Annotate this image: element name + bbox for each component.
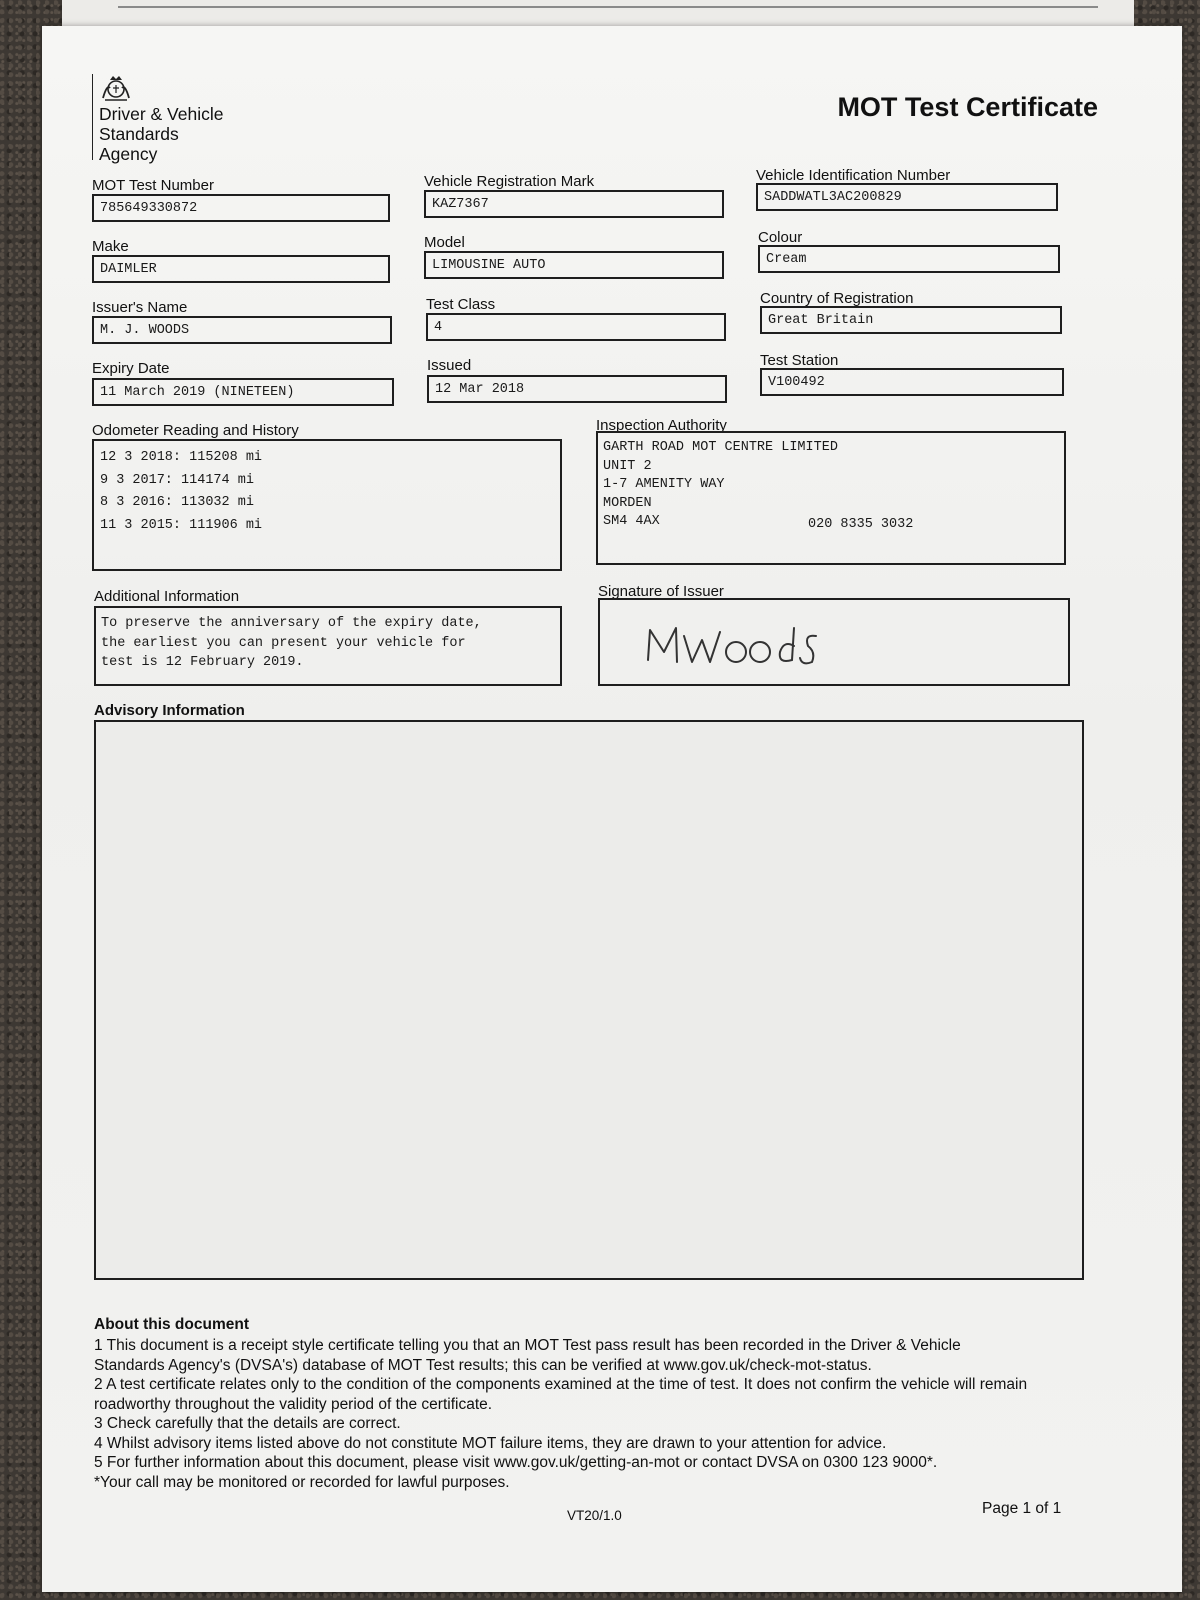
test-station-field: V100492: [760, 368, 1064, 396]
registration-label: Vehicle Registration Mark: [424, 173, 595, 190]
additional-info-box: [94, 606, 562, 686]
page-number: Page 1 of 1: [982, 1500, 1062, 1517]
odometer-box: [92, 439, 562, 571]
odometer-entry: 9 3 2017: 114174 mi: [100, 472, 254, 488]
odometer-label: Odometer Reading and History: [92, 422, 299, 439]
odometer-entry: 8 3 2016: 113032 mi: [100, 495, 254, 510]
about-line: 1 This document is a receipt style certificate telling you that an MOT Test pass result has been recorded in the Driver & Vehicle: [94, 1337, 961, 1354]
inspection-authority-label: Inspection Authority: [596, 417, 727, 434]
address-line: SM4 4AX: [603, 514, 660, 529]
registration-field: KAZ7367: [424, 190, 724, 218]
about-line: 3 Check carefully that the details are correct.: [94, 1415, 401, 1432]
about-line: roadworthy throughout the validity period of the certificate.: [94, 1395, 493, 1413]
issued-field: 12 Mar 2018: [427, 375, 727, 403]
issued-label: Issued: [427, 357, 472, 374]
about-line: Standards Agency's (DVSA's) database of MOT Test results; this can be verified at www.gov.uk/check-mot-status.: [94, 1356, 872, 1374]
dvsa-logo: [92, 74, 224, 164]
about-title: About this document: [94, 1316, 249, 1333]
advisory-box: [94, 720, 1084, 1280]
vin-label: Vehicle Identification Number: [756, 167, 951, 184]
colour-field: Cream: [758, 245, 1060, 273]
signature-box: [598, 598, 1070, 686]
about-line: *Your call may be monitored or recorded for lawful purposes.: [94, 1473, 510, 1491]
mot-test-number-field: 785649330872: [92, 194, 390, 222]
model-label: Model: [424, 234, 465, 251]
about-line: 4 Whilst advisory items listed above do not constitute MOT failure items, they are drawn to your attention for advice.: [94, 1434, 887, 1452]
address-line: MORDEN: [603, 495, 652, 511]
agency-name: [99, 104, 224, 164]
agency-line: Standards: [99, 124, 179, 144]
additional-info-line: the earliest you can present your vehicle for: [101, 635, 466, 651]
about-line: 2 A test certificate relates only to the condition of the components examined at the time of test. It does not confirm the vehicle will remain: [94, 1376, 1028, 1393]
form-code: VT20/1.0: [567, 1508, 622, 1523]
about-text: [94, 1336, 1094, 1492]
address-line: 1-7 AMENITY WAY: [603, 477, 725, 492]
test-station-label: Test Station: [760, 352, 839, 369]
agency-line: Driver & Vehicle: [99, 104, 224, 124]
make-label: Make: [92, 238, 129, 255]
agency-line: Agency: [99, 144, 158, 164]
model-field: LIMOUSINE AUTO: [424, 251, 724, 279]
country-label: Country of Registration: [760, 290, 914, 307]
phone-number: 020 8335 3032: [808, 517, 914, 532]
test-class-field: 4: [426, 313, 726, 341]
expiry-field: 11 March 2019 (NINETEEN): [92, 378, 394, 406]
inspection-authority-box: [596, 431, 1066, 565]
issuer-name-field: M. J. WOODS: [92, 316, 392, 344]
expiry-label: Expiry Date: [92, 360, 170, 377]
mot-test-number-label: MOT Test Number: [92, 177, 214, 194]
royal-crest-icon: [99, 74, 133, 102]
page-title: MOT Test Certificate: [837, 92, 1098, 122]
test-class-label: Test Class: [426, 296, 496, 313]
address-line: UNIT 2: [603, 458, 652, 474]
make-field: DAIMLER: [92, 255, 390, 283]
signature-label: Signature of Issuer: [598, 583, 724, 600]
signature-image: [644, 622, 844, 672]
issuer-name-label: Issuer's Name: [92, 299, 188, 316]
additional-info-label: Additional Information: [94, 588, 240, 605]
certificate-page: [42, 26, 1182, 1592]
colour-label: Colour: [758, 229, 803, 246]
additional-info-line: test is 12 February 2019.: [101, 655, 304, 670]
country-field: Great Britain: [760, 306, 1062, 334]
odometer-entry: 11 3 2015: 111906 mi: [100, 517, 263, 533]
odometer-entry: 12 3 2018: 115208 mi: [100, 450, 263, 465]
address-line: GARTH ROAD MOT CENTRE LIMITED: [603, 440, 838, 455]
additional-info-line: To preserve the anniversary of the expiry date,: [101, 616, 482, 631]
advisory-label: Advisory Information: [94, 702, 245, 719]
about-line: 5 For further information about this document, please visit www.gov.uk/getting-an-mot or contact DVSA on 0300 123 9000*.: [94, 1454, 938, 1471]
vin-field: SADDWATL3AC200829: [756, 183, 1058, 211]
